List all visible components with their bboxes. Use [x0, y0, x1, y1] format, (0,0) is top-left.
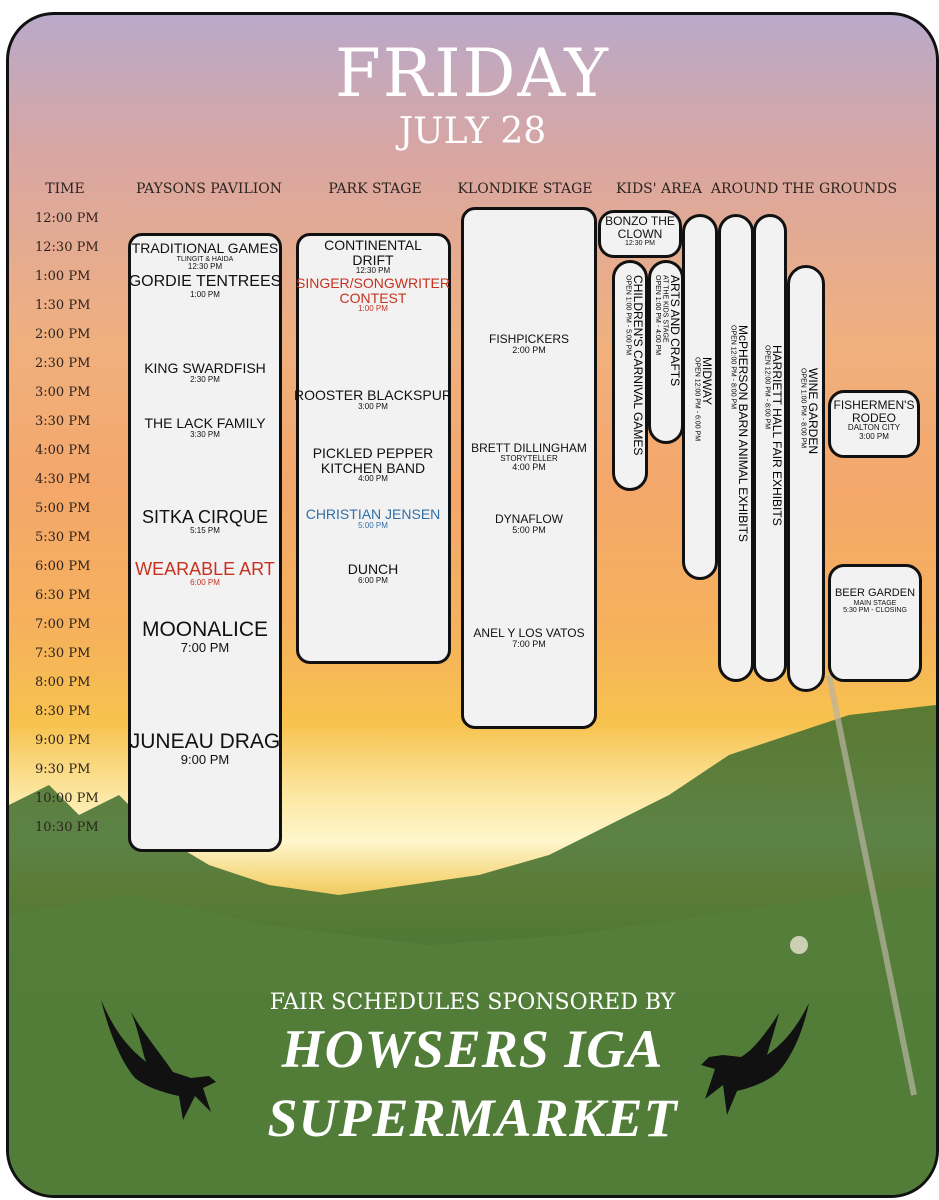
event-time: 1:00 PM — [358, 304, 388, 314]
time-label: 6:00 PM — [35, 559, 91, 574]
event-time: 12:30 PM — [355, 266, 391, 276]
event-time: 3:00 PM — [859, 431, 889, 441]
event-name-line1: PICKLED PEPPER — [312, 445, 434, 461]
event-singer-songwriter-contest — [296, 276, 450, 314]
event-gordie-tentrees — [129, 274, 282, 299]
time-label: 2:00 PM — [35, 327, 91, 342]
harriett-hall-box — [753, 214, 787, 682]
event-time: OPEN 1:00 PM - 8:00 PM — [799, 368, 807, 449]
event-name: GORDIE TENTREES — [128, 273, 282, 290]
event-time: 3:30 PM — [190, 429, 220, 439]
time-label: 12:00 PM — [35, 211, 99, 226]
time-label: 12:30 PM — [35, 240, 99, 255]
sponsor-name-line2: SUPERMARKET — [267, 1088, 678, 1148]
eagle-silhouette-icon — [91, 992, 241, 1142]
event-sub: DALTON CITY — [847, 423, 901, 433]
beer-garden-box — [828, 564, 922, 682]
event-king-swardfish — [144, 361, 266, 384]
event-name: TRADITIONAL GAMES — [131, 240, 279, 256]
time-label: 7:00 PM — [35, 617, 91, 632]
event-traditional-games — [132, 241, 279, 271]
event-bonzo-the-clown — [605, 215, 675, 248]
sponsor-intro: FAIR SCHEDULES SPONSORED BY — [269, 990, 676, 1015]
event-christian-jensen — [306, 507, 441, 530]
event-time: OPEN 12:00 PM - 8:00 PM — [729, 325, 737, 410]
event-name-line2: KITCHEN BAND — [320, 459, 426, 476]
event-fishermens-rodeo — [834, 399, 915, 441]
event-time: 9:00 PM — [180, 752, 230, 768]
time-label: 4:00 PM — [35, 443, 91, 458]
event-name: JUNEAU DRAG — [129, 730, 281, 753]
event-time: OPEN 1:00 PM - 5:00 PM — [624, 275, 632, 356]
event-name: DUNCH — [347, 561, 399, 577]
event-name-line1: CONTINENTAL — [324, 237, 422, 253]
time-label: 10:30 PM — [35, 820, 99, 835]
event-name: BEER GARDEN — [834, 587, 916, 599]
event-name-line1: SINGER/SONGWRITER — [295, 275, 451, 291]
col-park-header: PARK STAGE — [328, 181, 422, 197]
event-time: 7:00 PM — [512, 638, 546, 649]
time-label: 6:30 PM — [35, 588, 91, 603]
time-label: 3:00 PM — [35, 385, 91, 400]
event-time: 3:00 PM — [358, 401, 388, 411]
event-name: KING SWARDFISH — [144, 360, 266, 376]
event-sub: TLINGIT & HAIDA — [176, 255, 234, 263]
event-continental-drift — [324, 238, 422, 276]
event-wearable-art — [135, 560, 275, 587]
event-sub: AT THE KIDS STAGE — [661, 275, 669, 343]
event-name: WEARABLE ART — [135, 559, 275, 579]
event-name: FISHPICKERS — [488, 332, 570, 346]
event-name: ARTS AND CRAFTS — [668, 275, 682, 387]
event-lack-family — [144, 416, 265, 439]
event-time: 12:30 PM — [625, 240, 655, 248]
day-title: FRIDAY — [334, 35, 611, 112]
event-time: 6:00 PM — [358, 575, 388, 585]
event-time: 12:30 PM — [187, 262, 223, 272]
time-label: 3:30 PM — [35, 414, 91, 429]
time-label: 4:30 PM — [35, 472, 91, 487]
time-label: 2:30 PM — [35, 356, 91, 371]
col-klondike-header: KLONDIKE STAGE — [457, 181, 593, 197]
time-label: 8:30 PM — [35, 704, 91, 719]
event-sitka-cirque — [142, 508, 268, 535]
event-time: 2:00 PM — [512, 344, 546, 355]
childrens-carnival-box — [612, 260, 648, 491]
event-name-line2: DRIFT — [352, 251, 394, 268]
date-title: JULY 28 — [398, 111, 547, 152]
time-label: 7:30 PM — [35, 646, 91, 661]
event-name: THE LACK FAMILY — [144, 415, 266, 431]
event-time: 5:15 PM — [190, 525, 220, 535]
event-juneau-drag — [130, 731, 281, 767]
event-fishpickers — [489, 333, 569, 355]
event-time: 4:00 PM — [358, 474, 388, 484]
time-label: 9:00 PM — [35, 733, 91, 748]
event-sub: MAIN STAGE — [853, 599, 897, 607]
event-name-line2: CLOWN — [617, 226, 663, 241]
time-label: 5:30 PM — [35, 530, 91, 545]
event-time: 1:00 PM — [190, 289, 220, 299]
event-dynaflow — [495, 513, 563, 535]
event-time: 7:00 PM — [180, 640, 230, 656]
event-time: 5:00 PM — [512, 524, 546, 535]
event-name: MOONALICE — [141, 618, 269, 641]
wine-garden-box — [787, 265, 825, 692]
event-name: SITKA CIRQUE — [141, 507, 269, 527]
event-name: McPHERSON BARN ANIMAL EXHIBITS — [736, 325, 750, 542]
sponsor-name-line1: HOWSERS IGA — [281, 1019, 664, 1079]
event-name: DYNAFLOW — [494, 512, 564, 526]
event-name: ANEL Y LOS VATOS — [473, 626, 585, 640]
event-time: 5:30 PM - CLOSING — [843, 606, 907, 614]
schedule-poster — [6, 12, 939, 1198]
col-kids-header: KIDS' AREA — [615, 181, 703, 197]
time-label: 1:00 PM — [35, 269, 91, 284]
event-name-line1: BONZO THE — [605, 214, 675, 228]
time-label: 9:30 PM — [35, 762, 91, 777]
event-moonalice — [142, 619, 268, 655]
event-name: WINE GARDEN — [806, 368, 820, 455]
event-name: BRETT DILLINGHAM — [471, 441, 587, 455]
event-name-line2: CONTEST — [339, 289, 407, 306]
event-name: ROOSTER BLACKSPUR — [294, 387, 452, 403]
event-name-line2: RODEO — [851, 410, 896, 425]
time-label: 10:00 PM — [35, 791, 99, 806]
time-label: 5:00 PM — [35, 501, 91, 516]
event-dunch — [348, 562, 399, 585]
event-time: OPEN 1:00 PM - 4:00 PM — [654, 275, 662, 356]
event-name: MIDWAY — [700, 357, 714, 405]
event-rooster-blackspur — [294, 388, 452, 411]
event-brett-dillingham — [471, 442, 587, 472]
event-anel-y-los-vatos — [473, 627, 584, 649]
event-time: 6:00 PM — [190, 577, 220, 587]
mcpherson-barn-box — [718, 214, 754, 682]
event-pickled-pepper — [313, 446, 434, 484]
time-label: 1:30 PM — [35, 298, 91, 313]
event-time: OPEN 12:00 PM - 8:00 PM — [763, 345, 771, 430]
col-grounds-header: AROUND THE GROUNDS — [710, 181, 898, 197]
col-time-header: TIME — [45, 181, 85, 197]
col-paysons-header: PAYSONS PAVILION — [135, 181, 283, 197]
event-name-line1: FISHERMEN'S — [833, 398, 915, 412]
event-time: 4:00 PM — [512, 461, 546, 472]
arts-crafts-box — [648, 260, 684, 444]
event-name: CHILDREN'S CARNIVAL GAMES — [631, 275, 645, 456]
event-beer-garden — [835, 588, 915, 614]
event-name: CHRISTIAN JENSEN — [305, 506, 441, 522]
event-time: OPEN 12:00 PM - 6:00 PM — [693, 357, 701, 442]
event-time: 5:00 PM — [358, 520, 388, 530]
midway-box — [682, 214, 718, 580]
event-name: HARRIETT HALL FAIR EXHIBITS — [770, 345, 784, 526]
eagle-silhouette-icon — [679, 995, 819, 1125]
event-time: 2:30 PM — [190, 374, 220, 384]
event-sub: STORYTELLER — [500, 453, 558, 463]
time-label: 8:00 PM — [35, 675, 91, 690]
